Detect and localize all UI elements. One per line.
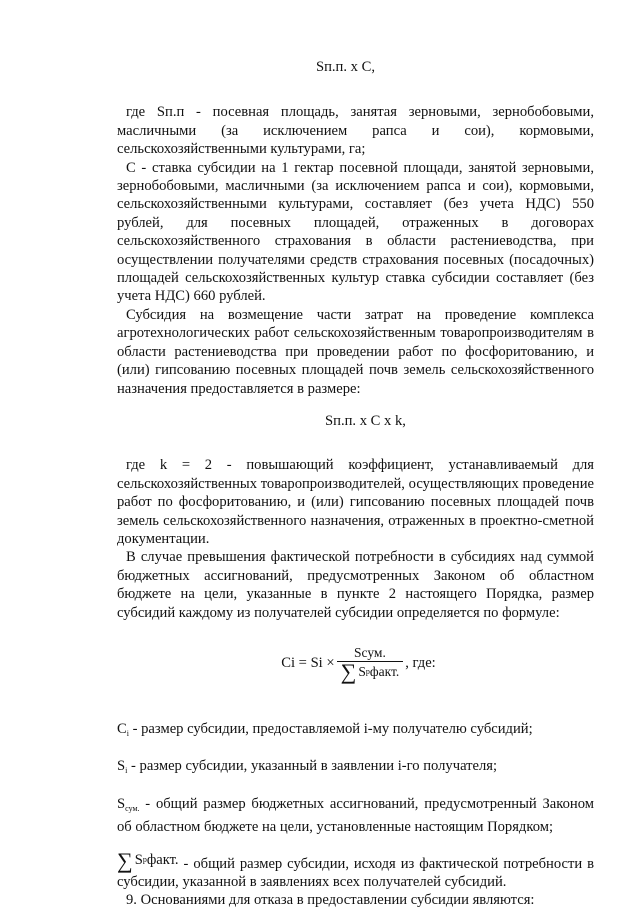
ci-text: - размер субсидии, предоставляемой i-му получателю субсидий; [128,720,533,737]
si-symbol: S [117,758,126,775]
sum-sign: ∑ [340,658,357,684]
formula-tail: , где: [405,654,436,671]
den-rest: факт. [369,664,400,680]
sigma-text: - общий размер субсидии, исходя из фактической потребности в субсидии, указанной в заявлениях всех получателей субсидий. [117,855,594,890]
paragraph-coefficient-definition: где k = 2 - повышающий коэффициент, устанавливаемый для сельскохозяйственных товаропроизводителей, осуществляющих проведение работ по фосфоритованию, и (или) гипсованию посевных площадей почв земель сельскохозяйственного назначения, отраженных в проектно-сметной документации. [117,457,594,547]
ssum-symbol: S [117,795,126,812]
sigma-subscript: p [142,855,147,865]
si-text: - размер субсидии, указанный в заявлении i-го получателя; [127,758,498,775]
si-subscript: i [125,766,128,776]
sigma-term [117,847,179,873]
ci-symbol: C [117,720,127,737]
formula-area-rate: Sп.п. x C, [315,59,375,75]
fraction-denominator [337,658,404,684]
paragraph-area-definition: где Sп.п - посевная площадь, занятая зерновыми, зернобобовыми, масличными (за исключением рапса и сои), кормовыми, сельскохозяйственными культурами, га; [117,104,594,158]
formula-distribution [123,644,594,682]
formula-area-rate-coefficient: Sп.п. x C x k, [325,412,406,429]
paragraph-rate-definition: C - ставка субсидии на 1 гектар посевной площади, занятой зерновыми, зернобобовыми, масличными (за исключением рапса и сои), кормовыми, сельскохозяйственными культурами, составляет (без учета НДС) 550 рублей, для посевных площадей, отраженных в договорах сельскохозяйственного страхования в области растениеводства, при осуществлении получателями средств страхования посевных (посадочных) площадей сельскохозяйственных культур ставка субсидии составляет (без учета НДС) 660 рублей. [117,159,594,305]
fraction-numerator: Sсум. [354,644,386,660]
ssum-text: - общий размер бюджетных ассигнований, предусмотренный Законом об областном бюджете на цели, установленные настоящим Порядком; [117,795,594,836]
definition-si [117,757,594,780]
definition-ci [117,720,594,743]
sum-sign-def: ∑ [117,847,133,873]
formula-lhs: Ci = Si × [281,654,335,671]
sigma-symbol: S [134,852,143,869]
ssum-subscript: сум. [125,803,140,813]
paragraph-subsidy-agrotech: Субсидия на возмещение части затрат на проведение комплекса агротехнологических работ сельскохозяйственным товаропроизводителям в области растениеводства при проведении работ по фосфоритованию, и (или) гипсованию посевных площадей почв земель сельскохозяйственного назначения предоставляется в размере: [117,306,594,397]
formula-fraction [337,644,404,682]
den-subscript: p [365,667,370,677]
den-symbol: S [358,664,366,680]
paragraph-refusal-grounds: 9. Основаниями для отказа в предоставлении субсидии являются: [126,892,535,909]
definition-ssum [117,795,594,837]
definition-sigma [117,847,594,892]
sigma-rest: факт. [146,852,179,869]
ci-subscript: i [126,728,129,738]
paragraph-excess-demand: В случае превышения фактической потребности в субсидиях над суммой бюджетных ассигнований, предусмотренных Законом об областном бюджете на цели, указанные в пункте 2 настоящего Порядка, размер субсидий каждому из получателей субсидии определяется по формуле: [117,549,594,621]
